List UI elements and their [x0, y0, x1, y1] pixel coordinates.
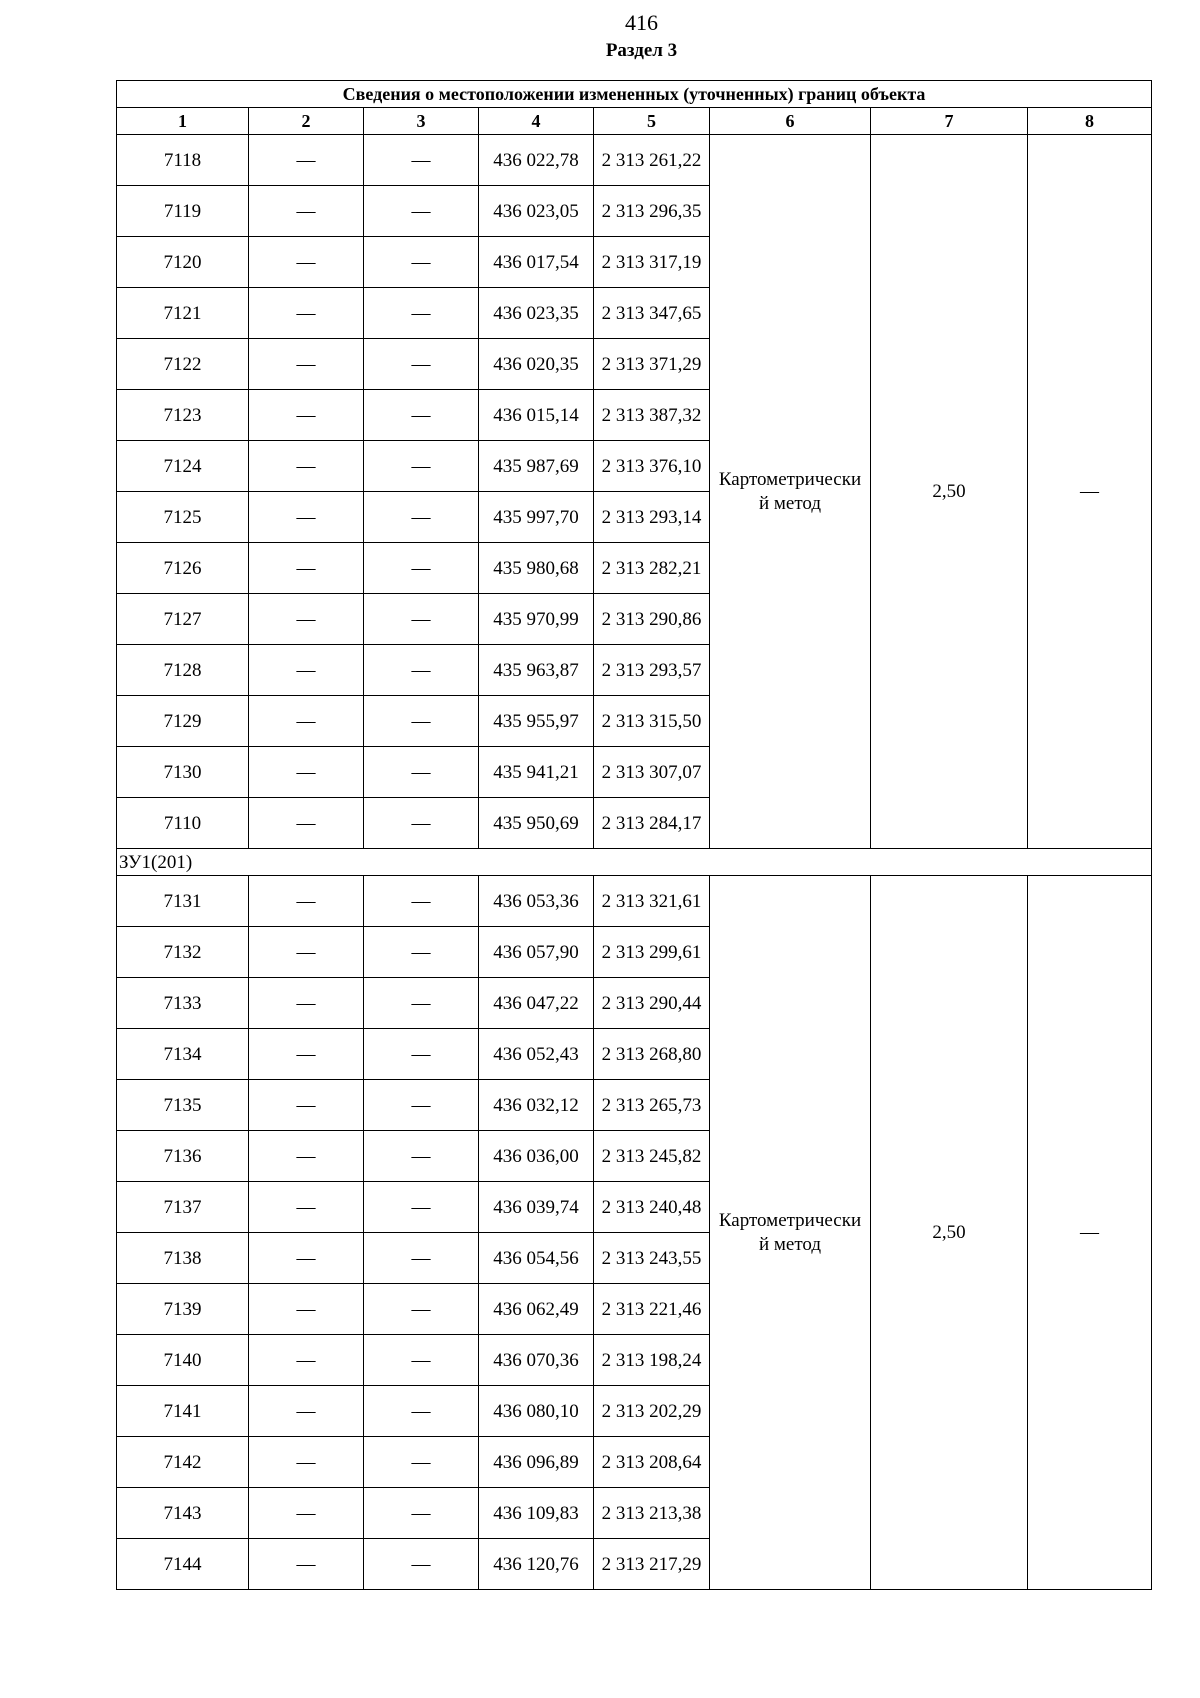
column-3-dash: —	[364, 186, 479, 237]
column-8-cell	[1028, 1437, 1152, 1488]
column-8-dash: —	[1080, 480, 1100, 502]
column-2-dash: —	[249, 1131, 364, 1182]
column-8-cell	[1028, 1284, 1152, 1335]
method-cell	[710, 978, 871, 1029]
column-8-cell	[1028, 927, 1152, 978]
accuracy-value: 2,50	[932, 1221, 966, 1243]
coordinate-y: 2 313 321,61	[594, 876, 710, 927]
column-3-dash: —	[364, 927, 479, 978]
coordinate-x: 436 036,00	[479, 1131, 594, 1182]
point-number: 7134	[117, 1029, 249, 1080]
method-cell	[710, 1488, 871, 1539]
method-line-2: й метод	[758, 1233, 822, 1255]
column-2-dash: —	[249, 1437, 364, 1488]
column-3-dash: —	[364, 1539, 479, 1590]
coordinate-y: 2 313 307,07	[594, 747, 710, 798]
coordinate-y: 2 313 296,35	[594, 186, 710, 237]
coordinate-y: 2 313 290,86	[594, 594, 710, 645]
point-number: 7140	[117, 1335, 249, 1386]
table-row	[117, 1029, 1152, 1080]
coordinate-x: 436 023,35	[479, 288, 594, 339]
coordinate-x: 436 023,05	[479, 186, 594, 237]
method-cell	[710, 468, 871, 543]
column-8-cell	[1028, 543, 1152, 594]
point-number: 7139	[117, 1284, 249, 1335]
point-number: 7144	[117, 1539, 249, 1590]
column-8-cell	[1028, 390, 1152, 441]
method-cell	[710, 1284, 871, 1335]
column-8-cell	[1028, 1335, 1152, 1386]
coordinate-y: 2 313 198,24	[594, 1335, 710, 1386]
coordinate-y: 2 313 299,61	[594, 927, 710, 978]
method-cell	[710, 1335, 871, 1386]
accuracy-value: 2,50	[932, 480, 966, 502]
coordinate-x: 435 970,99	[479, 594, 594, 645]
accuracy-cell	[871, 1386, 1028, 1437]
coordinate-x: 436 015,14	[479, 390, 594, 441]
column-number: 7	[871, 108, 1028, 135]
coordinate-y: 2 313 240,48	[594, 1182, 710, 1233]
point-number: 7122	[117, 339, 249, 390]
table-row	[117, 645, 1152, 696]
coordinate-y: 2 313 245,82	[594, 1131, 710, 1182]
method-cell	[710, 798, 871, 849]
column-8-cell	[1028, 747, 1152, 798]
coordinate-y: 2 313 284,17	[594, 798, 710, 849]
method-cell	[710, 1029, 871, 1080]
column-number: 6	[710, 108, 871, 135]
column-2-dash: —	[249, 1284, 364, 1335]
column-8-cell	[1028, 1386, 1152, 1437]
table-row	[117, 798, 1152, 849]
column-2-dash: —	[249, 594, 364, 645]
column-3-dash: —	[364, 1488, 479, 1539]
coordinate-x: 435 950,69	[479, 798, 594, 849]
method-cell	[710, 1080, 871, 1131]
method-cell	[710, 237, 871, 288]
coordinate-x: 436 062,49	[479, 1284, 594, 1335]
coordinate-y: 2 313 282,21	[594, 543, 710, 594]
point-number: 7120	[117, 237, 249, 288]
coordinate-y: 2 313 213,38	[594, 1488, 710, 1539]
column-8-cell	[1028, 798, 1152, 849]
point-number: 7126	[117, 543, 249, 594]
method-cell	[710, 390, 871, 441]
coordinate-x: 435 955,97	[479, 696, 594, 747]
method-text	[710, 1209, 870, 1257]
method-cell	[710, 186, 871, 237]
table-row	[117, 288, 1152, 339]
coordinate-x: 436 020,35	[479, 339, 594, 390]
page-number: 416	[625, 10, 658, 35]
point-number: 7121	[117, 288, 249, 339]
point-number: 7118	[117, 135, 249, 186]
accuracy-cell	[871, 1437, 1028, 1488]
column-3-dash: —	[364, 876, 479, 927]
point-number: 7130	[117, 747, 249, 798]
column-8-cell	[1028, 1131, 1152, 1182]
coordinate-y: 2 313 268,80	[594, 1029, 710, 1080]
column-8-cell	[1028, 1488, 1152, 1539]
coordinate-y: 2 313 376,10	[594, 441, 710, 492]
accuracy-cell	[871, 1080, 1028, 1131]
column-2-dash: —	[249, 978, 364, 1029]
table-row	[117, 1437, 1152, 1488]
table-row	[117, 927, 1152, 978]
point-number: 7132	[117, 927, 249, 978]
coordinate-y: 2 313 217,29	[594, 1539, 710, 1590]
table-row	[117, 1335, 1152, 1386]
coordinate-x: 435 980,68	[479, 543, 594, 594]
column-3-dash: —	[364, 1131, 479, 1182]
table-caption: Сведения о местоположении измененных (уточненных) границ объекта	[117, 81, 1152, 108]
method-cell	[710, 339, 871, 390]
column-3-dash: —	[364, 1335, 479, 1386]
coordinate-x: 436 047,22	[479, 978, 594, 1029]
column-3-dash: —	[364, 1029, 479, 1080]
column-2-dash: —	[249, 492, 364, 543]
accuracy-cell	[871, 747, 1028, 798]
method-cell	[710, 1386, 871, 1437]
coordinate-y: 2 313 293,57	[594, 645, 710, 696]
column-2-dash: —	[249, 1386, 364, 1437]
column-8-cell	[1028, 978, 1152, 1029]
accuracy-cell	[871, 798, 1028, 849]
coordinate-x: 435 941,21	[479, 747, 594, 798]
column-number: 2	[249, 108, 364, 135]
column-3-dash: —	[364, 237, 479, 288]
coordinate-y: 2 313 371,29	[594, 339, 710, 390]
table-row	[117, 543, 1152, 594]
column-2-dash: —	[249, 135, 364, 186]
accuracy-cell	[871, 876, 1028, 927]
coordinate-y: 2 313 208,64	[594, 1437, 710, 1488]
column-2-dash: —	[249, 1539, 364, 1590]
column-8-cell	[1028, 237, 1152, 288]
column-2-dash: —	[249, 288, 364, 339]
column-8-cell	[1028, 135, 1152, 186]
point-number: 7131	[117, 876, 249, 927]
column-3-dash: —	[364, 1182, 479, 1233]
column-2-dash: —	[249, 927, 364, 978]
column-2-dash: —	[249, 186, 364, 237]
column-3-dash: —	[364, 1386, 479, 1437]
point-number: 7125	[117, 492, 249, 543]
coordinate-y: 2 313 221,46	[594, 1284, 710, 1335]
column-3-dash: —	[364, 696, 479, 747]
accuracy-cell	[871, 543, 1028, 594]
column-2-dash: —	[249, 798, 364, 849]
accuracy-cell	[871, 978, 1028, 1029]
column-8-cell	[1028, 1080, 1152, 1131]
point-number: 7129	[117, 696, 249, 747]
table-row	[117, 978, 1152, 1029]
column-2-dash: —	[249, 1335, 364, 1386]
column-3-dash: —	[364, 798, 479, 849]
coordinate-y: 2 313 315,50	[594, 696, 710, 747]
column-8-cell	[1028, 288, 1152, 339]
method-line-2: й метод	[758, 492, 822, 514]
coordinate-y: 2 313 387,32	[594, 390, 710, 441]
method-line-1: Картометрически	[718, 1209, 862, 1231]
coordinate-x: 436 096,89	[479, 1437, 594, 1488]
column-3-dash: —	[364, 978, 479, 1029]
point-number: 7128	[117, 645, 249, 696]
column-3-dash: —	[364, 1284, 479, 1335]
column-2-dash: —	[249, 876, 364, 927]
point-number: 7143	[117, 1488, 249, 1539]
accuracy-cell	[871, 1221, 1028, 1284]
column-8-cell	[1028, 1539, 1152, 1590]
table-row	[117, 1539, 1152, 1590]
accuracy-cell	[871, 1131, 1028, 1182]
point-number: 7127	[117, 594, 249, 645]
coordinate-x: 435 987,69	[479, 441, 594, 492]
coordinate-y: 2 313 265,73	[594, 1080, 710, 1131]
column-number: 1	[117, 108, 249, 135]
column-number: 8	[1028, 108, 1152, 135]
accuracy-cell	[871, 1539, 1028, 1590]
table-row	[117, 135, 1152, 186]
column-8-cell	[1028, 645, 1152, 696]
coordinate-x: 436 120,76	[479, 1539, 594, 1590]
accuracy-cell	[871, 480, 1028, 543]
coordinate-x: 436 052,43	[479, 1029, 594, 1080]
column-3-dash: —	[364, 390, 479, 441]
group-row	[117, 849, 1152, 876]
table-row	[117, 339, 1152, 390]
point-number: 7138	[117, 1233, 249, 1284]
coordinate-y: 2 313 347,65	[594, 288, 710, 339]
boundary-table	[116, 80, 1152, 1590]
method-cell	[710, 1209, 871, 1284]
coordinate-x: 436 070,36	[479, 1335, 594, 1386]
coordinate-x: 435 963,87	[479, 645, 594, 696]
column-8-cell	[1028, 696, 1152, 747]
point-number: 7124	[117, 441, 249, 492]
accuracy-cell	[871, 1335, 1028, 1386]
column-3-dash: —	[364, 1233, 479, 1284]
method-cell	[710, 927, 871, 978]
accuracy-cell	[871, 1284, 1028, 1335]
column-3-dash: —	[364, 1437, 479, 1488]
method-cell	[710, 645, 871, 696]
accuracy-cell	[871, 696, 1028, 747]
column-2-dash: —	[249, 339, 364, 390]
section-title: Раздел 3	[605, 40, 678, 61]
table-row	[117, 1386, 1152, 1437]
coordinate-x: 435 997,70	[479, 492, 594, 543]
point-number: 7136	[117, 1131, 249, 1182]
column-3-dash: —	[364, 747, 479, 798]
coordinate-x: 436 017,54	[479, 237, 594, 288]
column-8-cell	[1028, 186, 1152, 237]
point-number: 7119	[117, 186, 249, 237]
column-8-cell	[1028, 339, 1152, 390]
accuracy-cell	[871, 645, 1028, 696]
column-number: 3	[364, 108, 479, 135]
column-8-dash: —	[1080, 1221, 1100, 1243]
column-8-cell	[1028, 1221, 1152, 1284]
column-3-dash: —	[364, 441, 479, 492]
method-cell	[710, 1437, 871, 1488]
table-row	[117, 237, 1152, 288]
accuracy-cell	[871, 1488, 1028, 1539]
point-number: 7135	[117, 1080, 249, 1131]
table-row	[117, 876, 1152, 927]
accuracy-cell	[871, 927, 1028, 978]
coordinate-y: 2 313 261,22	[594, 135, 710, 186]
column-2-dash: —	[249, 441, 364, 492]
coordinate-x: 436 022,78	[479, 135, 594, 186]
column-number: 5	[594, 108, 710, 135]
column-3-dash: —	[364, 288, 479, 339]
column-2-dash: —	[249, 696, 364, 747]
column-2-dash: —	[249, 543, 364, 594]
point-number: 7141	[117, 1386, 249, 1437]
method-cell	[710, 135, 871, 186]
table-row	[117, 594, 1152, 645]
method-cell	[710, 876, 871, 927]
column-8-cell	[1028, 1029, 1152, 1080]
table-row	[117, 492, 1152, 543]
table-row	[117, 1284, 1152, 1335]
table-row	[117, 1233, 1152, 1284]
table-row	[117, 696, 1152, 747]
method-cell	[710, 594, 871, 645]
column-3-dash: —	[364, 492, 479, 543]
column-2-dash: —	[249, 747, 364, 798]
column-8-cell	[1028, 876, 1152, 927]
column-2-dash: —	[249, 237, 364, 288]
accuracy-cell	[871, 288, 1028, 339]
coordinate-y: 2 313 243,55	[594, 1233, 710, 1284]
table-row	[117, 390, 1152, 441]
coordinate-x: 436 054,56	[479, 1233, 594, 1284]
point-number: 7133	[117, 978, 249, 1029]
method-cell	[710, 288, 871, 339]
column-2-dash: —	[249, 645, 364, 696]
coordinate-y: 2 313 290,44	[594, 978, 710, 1029]
column-2-dash: —	[249, 1080, 364, 1131]
column-8-cell	[1028, 480, 1152, 543]
point-number: 7137	[117, 1182, 249, 1233]
group-label: ЗУ1(201)	[117, 849, 1152, 876]
column-3-dash: —	[364, 543, 479, 594]
coordinate-x: 436 109,83	[479, 1488, 594, 1539]
accuracy-cell	[871, 1029, 1028, 1080]
coordinate-y: 2 313 202,29	[594, 1386, 710, 1437]
method-line-1: Картометрически	[718, 468, 862, 490]
method-cell	[710, 696, 871, 747]
column-3-dash: —	[364, 339, 479, 390]
coordinate-x: 436 080,10	[479, 1386, 594, 1437]
method-cell	[710, 543, 871, 594]
table-row	[117, 1131, 1152, 1182]
point-number: 7110	[117, 798, 249, 849]
table-row	[117, 186, 1152, 237]
column-8-cell	[1028, 594, 1152, 645]
table-row	[117, 1080, 1152, 1131]
column-2-dash: —	[249, 390, 364, 441]
coordinate-x: 436 053,36	[479, 876, 594, 927]
method-text	[710, 468, 870, 516]
accuracy-cell	[871, 237, 1028, 288]
column-3-dash: —	[364, 1080, 479, 1131]
accuracy-cell	[871, 339, 1028, 390]
method-cell	[710, 1131, 871, 1182]
column-2-dash: —	[249, 1182, 364, 1233]
method-cell	[710, 1539, 871, 1590]
coordinate-x: 436 039,74	[479, 1182, 594, 1233]
column-2-dash: —	[249, 1029, 364, 1080]
accuracy-cell	[871, 594, 1028, 645]
column-3-dash: —	[364, 594, 479, 645]
column-3-dash: —	[364, 135, 479, 186]
accuracy-cell	[871, 186, 1028, 237]
accuracy-cell	[871, 135, 1028, 186]
accuracy-cell	[871, 390, 1028, 441]
table-row	[117, 1488, 1152, 1539]
method-cell	[710, 747, 871, 798]
column-3-dash: —	[364, 645, 479, 696]
coordinate-y: 2 313 293,14	[594, 492, 710, 543]
column-2-dash: —	[249, 1488, 364, 1539]
coordinate-y: 2 313 317,19	[594, 237, 710, 288]
column-number: 4	[479, 108, 594, 135]
table-row	[117, 747, 1152, 798]
point-number: 7142	[117, 1437, 249, 1488]
coordinate-x: 436 032,12	[479, 1080, 594, 1131]
point-number: 7123	[117, 390, 249, 441]
column-2-dash: —	[249, 1233, 364, 1284]
coordinate-x: 436 057,90	[479, 927, 594, 978]
